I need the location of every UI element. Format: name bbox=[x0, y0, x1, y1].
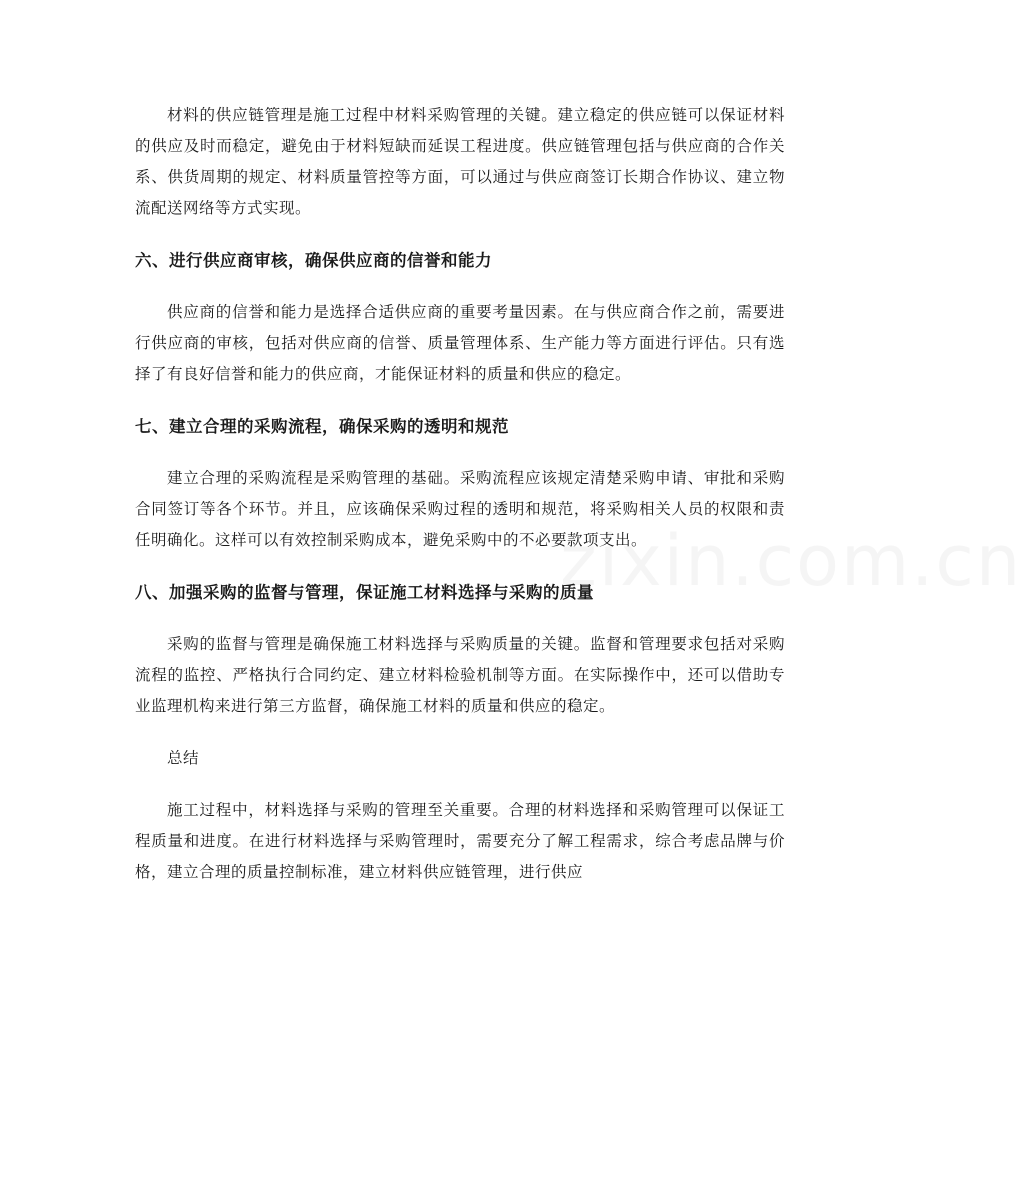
heading-section-6: 六、进行供应商审核，确保供应商的信誉和能力 bbox=[135, 251, 492, 270]
paragraph-summary: 施工过程中，材料选择与采购的管理至关重要。合理的材料选择和采购管理可以保证工程质量和进度。在进行材料选择与采购管理时，需要充分了解工程需求，综合考虑品牌与价格，建立合理的质量控制标准，建立材料供应链管理，进行供应 bbox=[135, 801, 785, 881]
paragraph-supply-chain: 材料的供应链管理是施工过程中材料采购管理的关键。建立稳定的供应链可以保证材料的供应及时而稳定，避免由于材料短缺而延误工程进度。供应链管理包括与供应商的合作关系、供货周期的规定、材料质量管控等方面，可以通过与供应商签订长期合作协议、建立物流配送网络等方式实现。 bbox=[135, 106, 785, 217]
watermark-text: zixin.com.cn bbox=[560, 520, 1022, 602]
paragraph-section-7: 建立合理的采购流程是采购管理的基础。采购流程应该规定清楚采购申请、审批和采购合同签订等各个环节。并且，应该确保采购过程的透明和规范，将采购相关人员的权限和责任明确化。这样可以有效控制采购成本，避免采购中的不必要款项支出。 bbox=[135, 469, 785, 549]
heading-section-7: 七、建立合理的采购流程，确保采购的透明和规范 bbox=[135, 417, 509, 436]
heading-section-8: 八、加强采购的监督与管理，保证施工材料选择与采购的质量 bbox=[135, 583, 594, 602]
paragraph-section-6: 供应商的信誉和能力是选择合适供应商的重要考量因素。在与供应商合作之前，需要进行供应商的审核，包括对供应商的信誉、质量管理体系、生产能力等方面进行评估。只有选择了有良好信誉和能力的供应商，才能保证材料的质量和供应的稳定。 bbox=[135, 303, 785, 383]
paragraph-section-8: 采购的监督与管理是确保施工材料选择与采购质量的关键。监督和管理要求包括对采购流程的监控、严格执行合同约定、建立材料检验机制等方面。在实际操作中，还可以借助专业监理机构来进行第三方监督，确保施工材料的质量和供应的稳定。 bbox=[135, 635, 785, 715]
summary-title: 总结 bbox=[167, 749, 200, 767]
document-body bbox=[135, 100, 785, 888]
